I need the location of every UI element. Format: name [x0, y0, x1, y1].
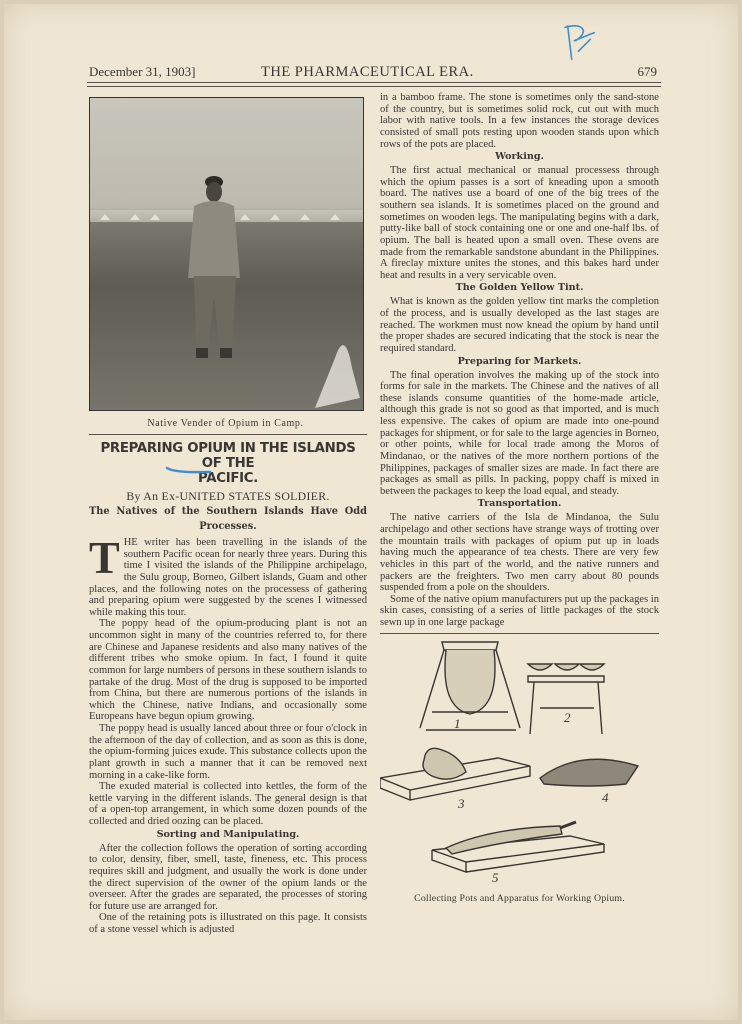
opium-apparatus-illustration: [380, 638, 660, 888]
article-byline: By An Ex-UNITED STATES SOLDIER.: [126, 489, 330, 503]
subtitle-line-1: The Natives of the Southern Islands Have Odd: [89, 506, 367, 517]
blue-pencil-underline: [164, 465, 214, 475]
title-line-1: PREPARING OPIUM IN THE ISLANDS OF THE: [100, 441, 356, 471]
document-page: [4, 4, 738, 1020]
drop-cap: T: [89, 532, 120, 583]
paragraph: What is known as the golden yellow tint marks the completion of the process, and is usually developed as the last stages are reached. The workmen must now knead the opium by hand until the proper shades are secured indicating that the stock is near the required standard.: [380, 296, 659, 354]
paragraph: [89, 532, 367, 618]
photo-image: [90, 98, 363, 410]
section-heading: Working.: [495, 151, 544, 163]
figure-label-4: 4: [602, 789, 609, 805]
header-rule-thin: [87, 86, 661, 87]
right-column: [380, 92, 659, 629]
section-heading: The Golden Yellow Tint.: [455, 282, 584, 294]
section-heading: Sorting and Manipulating.: [156, 828, 300, 840]
figure-rule: [380, 633, 659, 634]
subtitle-line-2: Processes.: [199, 521, 257, 532]
journal-title: THE PHARMACEUTICAL ERA.: [261, 64, 474, 80]
handwritten-rx-mark: [544, 22, 614, 62]
paragraph: in a bamboo frame. The stone is sometimes only the sand-stone of the country, but is sometimes solid rock, cut out with much labor with native tools. In a few instances the storage devices consisted of small pots resting upon wooden stands upon which rows of the pots are placed.: [380, 92, 659, 150]
title-line-2: PACIFIC.: [198, 471, 258, 486]
section-heading: Preparing for Markets.: [457, 355, 582, 367]
paragraph-text: HE writer has been travelling in the islands of the southern Pacific ocean for nearly three years. During this time I visited the islands of the Philippine archipelago, the Sulu group, Borneo, Gilbert islands, Guam and other places, and the following notes on the processess of gathering and preparing opium were suggested by the scenes I witnessed while making this tour.: [89, 537, 367, 618]
issue-date: December 31, 1903]: [89, 64, 196, 79]
paragraph: One of the retaining pots is illustrated on this page. It consists of a stone vessel which is adjusted: [89, 912, 367, 935]
figure-label-2: 2: [564, 709, 571, 725]
figure-label-5: 5: [492, 869, 499, 885]
paragraph: The final operation involves the making up of the stock into forms for sale in the markets. The Chinese and the natives of all these islands consume quantities of the home-made article, although this grade is not so good as that imported, and is much less expensive. The cakes of opium are made into one-pound packages for shipment, or for sale to the large agencies in Borneo, or other points, while for local trade among the Moros of Mindanao, or the natives of the more northern portions of the Philippines, packages of smaller sizes are made. In fact there are packages as small as pills. In packing, poppy chaff is mixed in between the packages to keep the load equal, and steady.: [380, 369, 659, 497]
photo-native-vender: [89, 97, 364, 411]
paragraph: The poppy head of the opium-producing plant is not an uncommon sight in many of the countries referred to, for there are Chinese and Japanese residents and also many natives of the different tribes who smoke opium. In fact, I found it quite common for large numbers of persons in these southern islands to partake of the drug. Most of the drug is supposed to be imported from China, but there are numerous portions of the islands in which the Chinese, native Indians, and occasionally some Europeans have begun opium growing.: [89, 618, 367, 723]
paragraph: The poppy head is usually lanced about three or four o'clock in the afternoon of the day of collection, and as soon as this is done, the opium-forming juices exude. This substance collects upon the plant growth in such a manner that it can be removed next morning in a cake-like form.: [89, 723, 367, 781]
figure-caption: Collecting Pots and Apparatus for Working Opium.: [414, 892, 625, 904]
section-heading: Transportation.: [477, 498, 562, 510]
left-column-wrap: [89, 97, 367, 936]
section-rule: [89, 434, 367, 435]
article-title: [89, 441, 367, 486]
figure-label-3: 3: [458, 795, 465, 811]
paragraph: After the collection follows the operation of sorting according to color, density, fiber, smell, taste, fineness, etc. This process requires skill and judgment, and usually the work is done under the direct supervision of the owner of the opium lands or the overseer. After the grades are separated, the processes of storing for future use are arranged for.: [89, 842, 367, 912]
photo-caption: Native Vender of Opium in Camp.: [147, 418, 304, 429]
paragraph: The native carriers of the Isla de Mindanoa, the Sulu archipelago and other sections have strange ways of trotting over the mountain trails with packages of opium put up in loads having much the appearance of tea chests. There are very few vehicles in this part of the world, and the native runners and packers are the freighters. Two men carry about 80 pounds suspended from a pole on the shoulders.: [380, 512, 659, 594]
page-number: 679: [637, 64, 657, 79]
paragraph: The first actual mechanical or manual processess through which the opium passes is a sort of kneading upon a smooth board. The natives use a board of one of the big trees of the southern sea islands. It is sometimes placed on the ground and sometimes on wooden legs. The manipulating begins with a dark, putty-like ball of stock containing one or one and one-half lbs. of opium. The ball is heated upon a small oven. These ovens are made from the remarkable sandstone abundant in the Philippines. A fireclay mixture unites the stones, and this bakes hard under heat and results in a very servicable oven.: [380, 165, 659, 281]
right-column-wrap: [380, 92, 659, 905]
figure-label-1: 1: [454, 715, 461, 731]
left-column: [89, 532, 367, 936]
running-header: [89, 64, 659, 82]
article-subtitle: [89, 504, 367, 534]
header-rule: [87, 82, 661, 83]
paragraph: The exuded material is collected into kettles, the form of the kettle varying in the different islands. The general design is that of a open-top arrangement, in which some dozen pounds of the collected and dried oozing can be placed.: [89, 781, 367, 827]
paragraph: Some of the native opium manufacturers put up the packages in skin cases, consisting of a series of little packages of the stock sewn up in one large package: [380, 593, 659, 628]
